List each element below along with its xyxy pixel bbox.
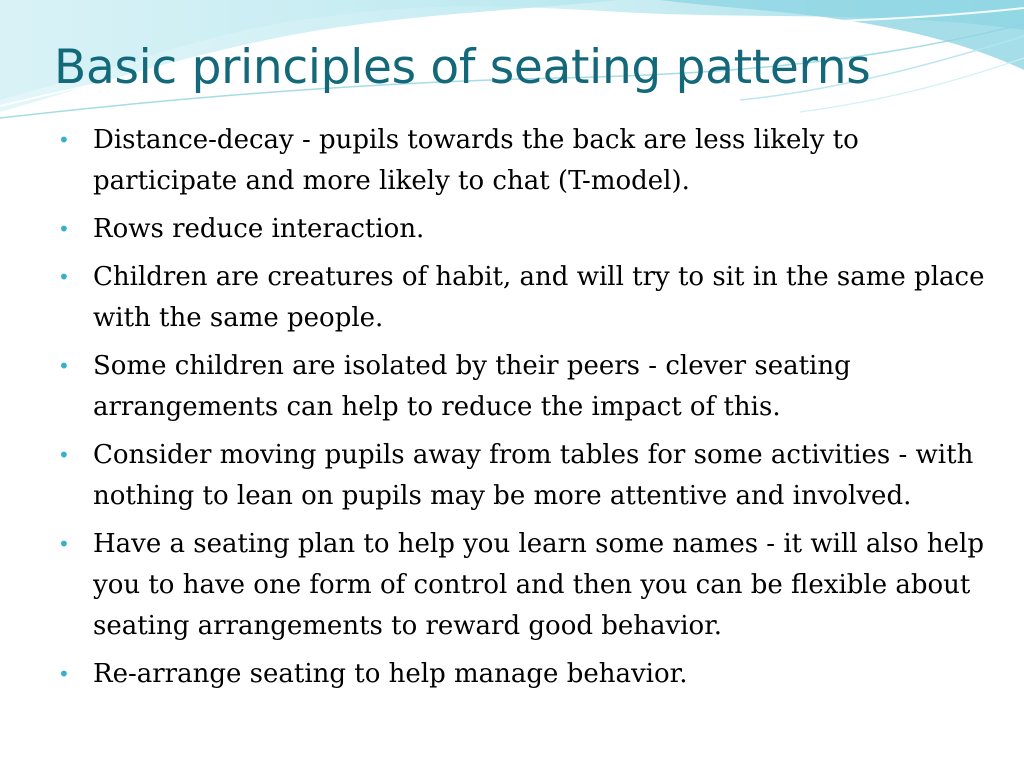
- bullet-dot-icon: •: [58, 354, 70, 378]
- bullet-dot-icon: •: [58, 443, 70, 467]
- bullet-text: Consider moving pupils away from tables for some activities - with nothing to lean on pupils may be more attentive and involved.: [93, 440, 974, 511]
- bullet-text: Distance-decay - pupils towards the back are less likely to participate and more likely to chat (T-model).: [93, 125, 859, 196]
- bullet-list: [56, 120, 1004, 702]
- slide-title: Basic principles of seating patterns: [54, 40, 871, 95]
- bullet-item: [56, 120, 1004, 202]
- bullet-text: Rows reduce interaction.: [93, 214, 425, 244]
- bullet-item: [56, 524, 1004, 647]
- bullet-dot-icon: •: [58, 217, 70, 241]
- bullet-item: [56, 435, 1004, 517]
- bullet-text: Children are creatures of habit, and will try to sit in the same place with the same people.: [93, 262, 985, 333]
- bullet-item: [56, 654, 1004, 695]
- bullet-item: [56, 209, 1004, 250]
- bullet-item: [56, 257, 1004, 339]
- bullet-text: Have a seating plan to help you learn some names - it will also help you to have one form of control and then you can be flexible about seating arrangements to reward good behavior.: [93, 529, 985, 641]
- bullet-dot-icon: •: [58, 265, 70, 289]
- bullet-dot-icon: •: [58, 532, 70, 556]
- bullet-item: [56, 346, 1004, 428]
- bullet-text: Some children are isolated by their peers - clever seating arrangements can help to reduce the impact of this.: [93, 351, 851, 422]
- bullet-text: Re-arrange seating to help manage behavior.: [93, 659, 688, 689]
- bullet-dot-icon: •: [58, 128, 70, 152]
- bullet-dot-icon: •: [58, 662, 70, 686]
